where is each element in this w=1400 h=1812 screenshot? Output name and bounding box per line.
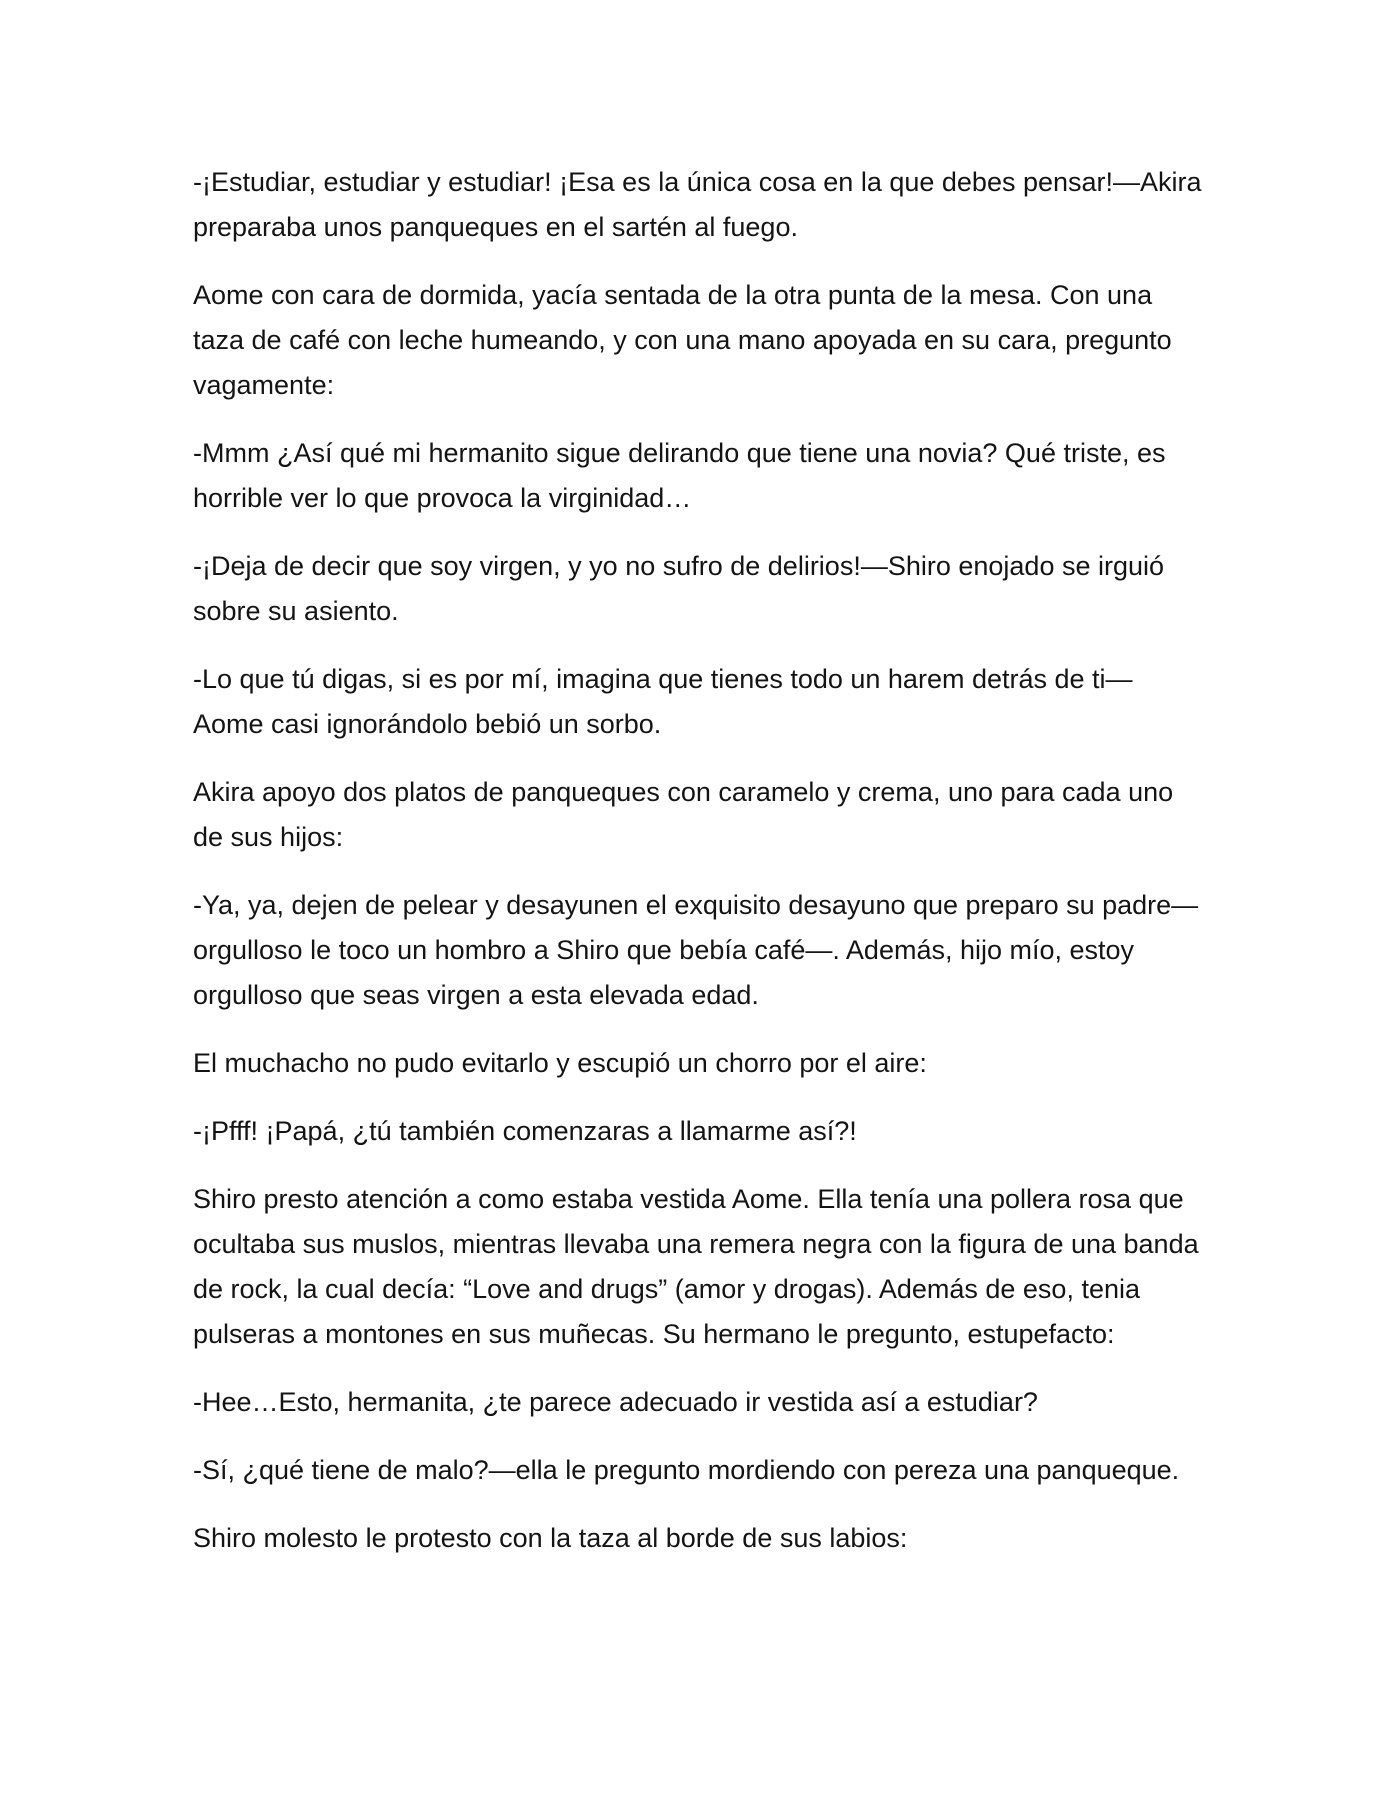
paragraph-13: Shiro molesto le protesto con la taza al borde de sus labios:	[193, 1523, 908, 1553]
paragraph-8: El muchacho no pudo evitarlo y escupió un chorro por el aire:	[193, 1048, 927, 1078]
paragraph-2: Aome con cara de dormida, yacía sentada de la otra punta de la mesa. Con una taza de café con leche humeando, y con una mano apoyada en su cara, pregunto vagamente:	[193, 280, 1172, 400]
paragraph-7: -Ya, ya, dejen de pelear y desayunen el exquisito desayuno que preparo su padre—orgulloso le toco un hombro a Shiro que bebía café—. Además, hijo mío, estoy orgulloso que seas virgen a esta elevada edad.	[193, 890, 1199, 1010]
paragraph-10: Shiro presto atención a como estaba vestida Aome. Ella tenía una pollera rosa que ocultaba sus muslos, mientras llevaba una remera negra con la figura de una banda de rock, la cual decía: “Love and drugs” (amor y drogas). Además de eso, tenia pulseras a montones en sus muñecas. Su hermano le pregunto, estupefacto:	[193, 1184, 1199, 1349]
paragraph-1: -¡Estudiar, estudiar y estudiar! ¡Esa es la única cosa en la que debes pensar!—Akira preparaba unos panqueques en el sartén al fuego.	[193, 167, 1202, 242]
paragraph-3: -Mmm ¿Así qué mi hermanito sigue delirando que tiene una novia? Qué triste, es horrible ver lo que provoca la virginidad…	[193, 438, 1166, 513]
paragraph-5: -Lo que tú digas, si es por mí, imagina que tienes todo un harem detrás de ti—Aome casi ignorándolo bebió un sorbo.	[193, 664, 1133, 739]
paragraph-11: -Hee…Esto, hermanita, ¿te parece adecuado ir vestida así a estudiar?	[193, 1387, 1038, 1417]
paragraph-12: -Sí, ¿qué tiene de malo?—ella le pregunto mordiendo con pereza una panqueque.	[193, 1455, 1180, 1485]
paragraph-4: -¡Deja de decir que soy virgen, y yo no sufro de delirios!—Shiro enojado se irguió sobre su asiento.	[193, 551, 1165, 626]
paragraph-6: Akira apoyo dos platos de panqueques con caramelo y crema, uno para cada uno de sus hijos:	[193, 777, 1174, 852]
document-body	[193, 160, 1203, 1584]
paragraph-9: -¡Pfff! ¡Papá, ¿tú también comenzaras a llamarme así?!	[193, 1116, 857, 1146]
